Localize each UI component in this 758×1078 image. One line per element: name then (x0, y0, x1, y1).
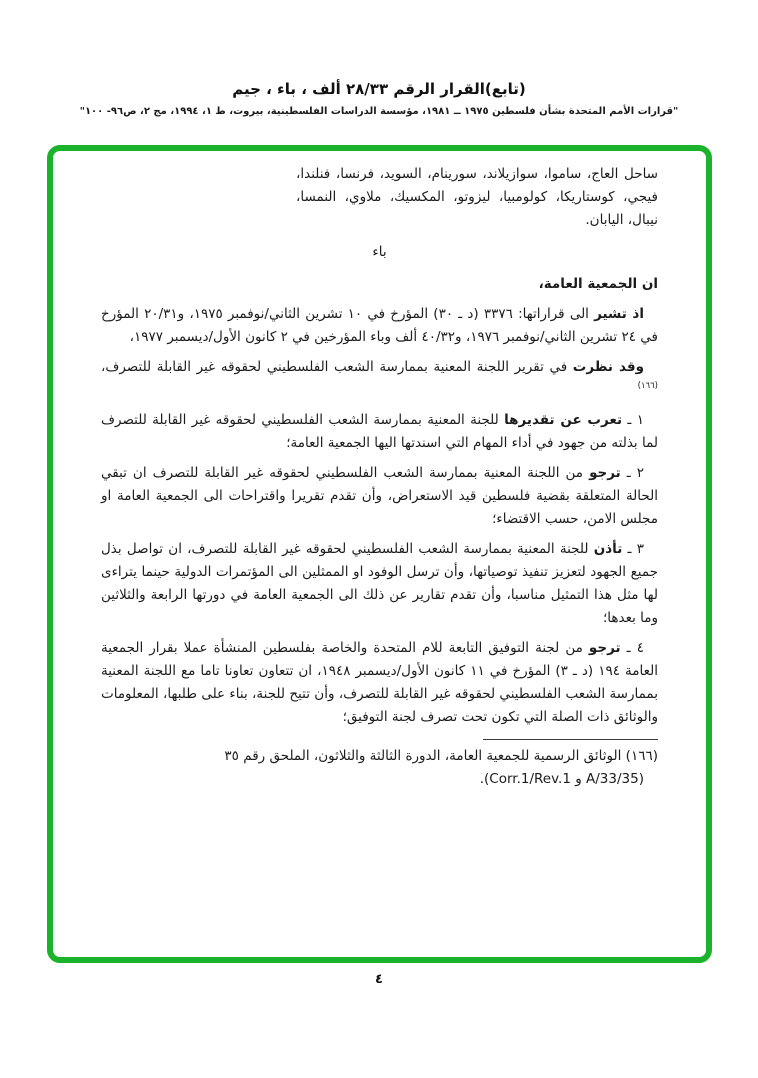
footnote-document-symbols: (A/33/35 و Corr.1/Rev.1). (479, 771, 644, 787)
operative-paragraph-4 (101, 637, 658, 729)
page-header (0, 80, 758, 117)
paragraph-lead: ترجو (588, 640, 621, 656)
paragraph-lead: تأذن (593, 541, 623, 557)
paragraph-number: ١ ـ (622, 412, 644, 428)
preambular-paragraph-1 (101, 303, 658, 349)
source-citation: "قرارات الأمم المتحدة بشأن فلسطين ١٩٧٥ ــ ١٩٨١، مؤسسة الدراسات الفلسطينية، بيروت، ط ١، ١٩٩٤، مج ٢، ص٩٦- ١٠٠" (79, 106, 679, 117)
section-label: باء (372, 244, 387, 260)
paragraph-text: للجنة المعنية بممارسة الشعب الفلسطيني لحقوقه غير القابلة للتصرف، ان تواصل بذل جميع الجهود لتعزيز تنفيذ توصياتها، وأن ترسل الوفود او الممثلين الى المؤتمرات الدولية حينما يتراءى لها مثل هذا التمثيل مناسبا، وأن تقدم تقارير عن ذلك الى الجمعية العامة في دورتها الرابعة والثلاثين وما بعدها؛ (101, 541, 658, 626)
sponsor-countries: ساحل العاج، ساموا، سوازيلاند، سورينام، السويد، فرنسا، فنلندا، فيجي، كوستاريكا، كولومبيا، ليزوتو، المكسيك، ملاوي، النمسا، نيبال، اليابان. (296, 166, 658, 228)
page-number: ٤ (375, 972, 383, 987)
paragraph-text: للجنة المعنية بممارسة الشعب الفلسطيني لحقوقه غير القابلة للتصرف لما بذلته من جهود في أداء المهام التي اسندتها اليها الجمعية العامة؛ (101, 412, 658, 451)
paragraph-text: من اللجنة المعنية بممارسة الشعب الفلسطيني لحقوقه غير القابلة للتصرف ان تبقي الحالة المتعلقة بقضية فلسطين قيد الاستعراض، وأن تقدم تقريرا واقتراحات الى الجمعية العامة او مجلس الامن، حسب الاقتضاء؛ (101, 465, 658, 527)
paragraph-lead: ترجو (589, 465, 621, 481)
operative-paragraph-1 (101, 409, 658, 455)
paragraph-lead: وقد نظرت (572, 359, 644, 375)
paragraph-text: في تقرير اللجنة المعنية بممارسة الشعب الفلسطيني لحقوقه غير القابلة للتصرف، (101, 359, 573, 375)
paragraph-number: ٤ ـ (620, 640, 644, 656)
paragraph-lead: تعرب عن تقديرها (504, 412, 623, 428)
preambular-paragraph-2 (101, 356, 658, 402)
paragraph-lead: اذ تشير (594, 306, 644, 322)
paragraph-number: ٢ ـ (620, 465, 644, 481)
footnote (101, 739, 658, 791)
resolution-title: (تابع)القرار الرقم ٢٨/٣٣ ألف ، باء ، جيم (232, 80, 526, 98)
operative-paragraph-3 (101, 538, 658, 630)
highlight-frame (47, 145, 712, 963)
footnote-separator (483, 739, 658, 740)
paragraph-text: الى قراراتها: ٣٣٧٦ (د ـ ٣٠) المؤرخ في ١٠ تشرين الثاني/نوفمبر ١٩٧٥، و٢٠/٣١ المؤرخ في ٢٤ تشرين الثاني/نوفمبر ١٩٧٦، و٤٠/٣٢ ألف وباء المؤرخين في ٢ كانون الأول/ديسمبر ١٩٧٧، (101, 306, 658, 345)
opening-line: ان الجمعية العامة، (538, 276, 658, 292)
footnote-ref: (١٦٦) (637, 381, 658, 391)
paragraph-number: ٣ ـ (622, 541, 644, 557)
footnote-text: (١٦٦) الوثائق الرسمية للجمعية العامة، الدورة الثالثة والثلاثون، الملحق رقم ٣٥ (224, 748, 658, 764)
paragraph-text: من لجنة التوفيق التابعة للام المتحدة والخاصة بفلسطين المنشأة عملا بقرار الجمعية العامة ١٩٤ (د ـ ٣) المؤرخ في ١١ كانون الأول/ديسمبر ١٩٤٨، ان تتعاون تعاونا تاما مع اللجنة المعنية بممارسة الشعب الفلسطيني لحقوقه غير القابلة للتصرف، وأن تتيح للجنة، بناء على طلبها، المعلومات والوثائق ذات الصلة التي تكون تحت تصرف لجنة التوفيق؛ (101, 640, 658, 725)
operative-paragraph-2 (101, 462, 658, 531)
